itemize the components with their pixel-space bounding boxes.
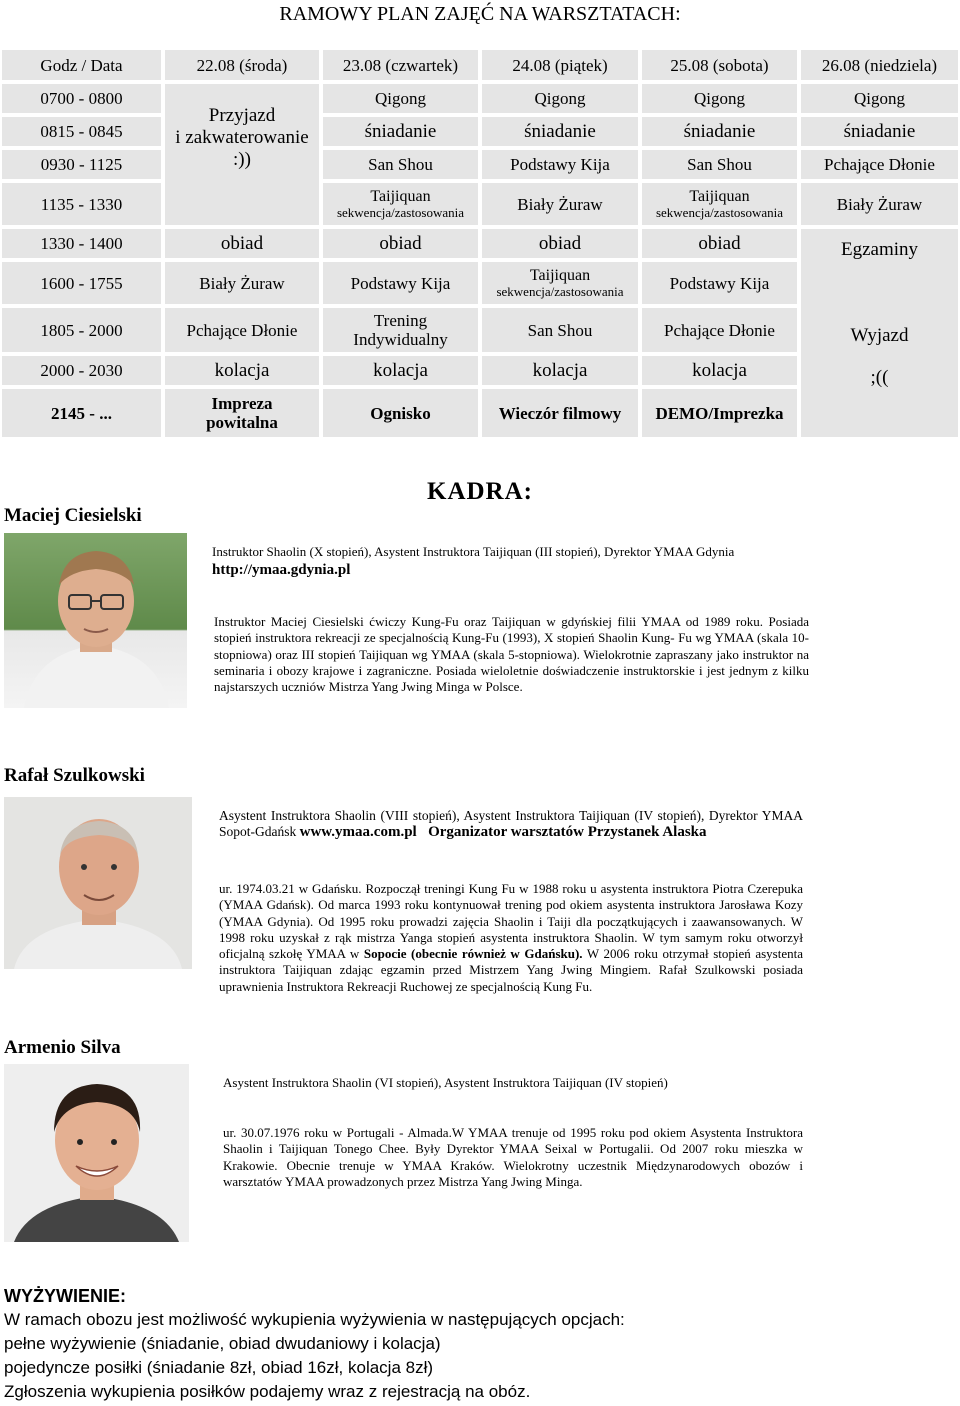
header-cell: 22.08 (środa) <box>163 48 321 82</box>
party-line: powitalna <box>206 413 278 432</box>
food-line: pojedyncze posiłki (śniadanie 8zł, obiad 16zł, kolacja 8zł) <box>4 1358 434 1377</box>
food-line: Zgłoszenia wykupienia posiłków podajemy wraz z rejestracją na obóz. <box>4 1382 531 1401</box>
person-title: Asystent Instruktora Shaolin (VI stopień), Asystent Instruktora Taijiquan (IV stopień) <box>223 1075 668 1090</box>
last-day-cell <box>799 227 960 439</box>
schedule-cell <box>321 181 480 227</box>
page-title: RAMOWY PLAN ZAJĘĆ NA WARSZTATACH: <box>279 3 681 25</box>
schedule-cell: Podstawy Kija <box>480 148 640 181</box>
schedule-cell: Qigong <box>640 82 799 115</box>
schedule-cell <box>321 306 480 354</box>
schedule-cell: San Shou <box>640 148 799 181</box>
table-row <box>0 48 960 82</box>
schedule-cell: Biały Żuraw <box>480 181 640 227</box>
schedule-cell: obiad <box>640 227 799 260</box>
table-row <box>0 82 960 115</box>
schedule-cell <box>480 260 640 306</box>
training-line: Indywidualny <box>353 330 448 349</box>
schedule-cell <box>640 181 799 227</box>
schedule-cell: Pchające Dłonie <box>163 306 321 354</box>
arrival-line: :)) <box>233 148 251 170</box>
taijiquan-label: Taijiquan <box>370 188 431 205</box>
schedule-cell: Pchające Dłonie <box>640 306 799 354</box>
schedule-cell: San Shou <box>321 148 480 181</box>
table-row <box>0 115 960 148</box>
schedule-cell: kolacja <box>480 354 640 387</box>
schedule-cell: Biały Żuraw <box>163 260 321 306</box>
taijiquan-label: Taijiquan <box>689 188 750 205</box>
schedule-cell: Qigong <box>321 82 480 115</box>
bio-bold-text: Sopocie (obecnie również w Gdańsku). <box>363 946 583 962</box>
schedule-cell: śniadanie <box>640 115 799 148</box>
time-cell: 1330 - 1400 <box>0 227 163 260</box>
person-title-text: Asystent Instruktora Shaolin (VIII stopień), Asystent Instruktora Taijiquan (IV stopień), Dyrektor YMAA Sopot-Gdańsk <box>219 808 803 840</box>
person-title: Instruktor Shaolin (X stopień), Asystent Instruktora Taijiquan (III stopień), Dyrektor YMAA Gdynia <box>212 544 735 559</box>
header-cell: 23.08 (czwartek) <box>321 48 480 82</box>
schedule-cell: obiad <box>480 227 640 260</box>
arrival-line: i zakwaterowanie <box>175 126 309 148</box>
header-cell: 24.08 (piątek) <box>480 48 640 82</box>
schedule-cell: San Shou <box>480 306 640 354</box>
portrait-photo <box>4 797 192 969</box>
schedule-cell: kolacja <box>640 354 799 387</box>
party-line: Impreza <box>211 394 273 413</box>
person-title <box>219 808 803 841</box>
departure-label: Wyjazd <box>850 325 909 346</box>
person-bio: ur. 30.07.1976 roku w Portugali - Almada.W YMAA trenuje od 1995 roku pod okiem Asystenta Instruktora Shaolin i Taijiquan Tonego Chee. Były Dyrektor YMAA Seixal w Portugalii. Od 2007 roku mieszka w Krakowie. Obecnie trenuje w YMAA Kraków. Wielokrotny uczestnik Międzynarodowych obozów i warsztatów YMAA prowadzonych przez Mistrza Yang Jwing Minga. <box>223 1125 803 1189</box>
schedule-cell: Wieczór filmowy <box>480 387 640 439</box>
table-row <box>0 181 960 227</box>
time-cell: 1135 - 1330 <box>0 181 163 227</box>
schedule-cell <box>163 387 321 439</box>
food-line: W ramach obozu jest możliwość wykupienia wyżywienia w następujących opcjach: <box>4 1310 625 1329</box>
schedule-cell: Qigong <box>480 82 640 115</box>
schedule-cell: DEMO/Imprezka <box>640 387 799 439</box>
time-cell: 2000 - 2030 <box>0 354 163 387</box>
schedule-cell: kolacja <box>321 354 480 387</box>
person-name: Rafał Szulkowski <box>4 765 145 786</box>
schedule-cell: śniadanie <box>480 115 640 148</box>
portrait-photo <box>4 1064 189 1242</box>
person-photo-icon <box>4 1064 189 1242</box>
header-cell: 25.08 (sobota) <box>640 48 799 82</box>
taijiquan-sub: sekwencja/zastosowania <box>336 205 465 220</box>
taijiquan-sub: sekwencja/zastosowania <box>655 205 784 220</box>
time-cell: 1600 - 1755 <box>0 260 163 306</box>
person-photo-icon <box>4 533 187 708</box>
time-cell: 0700 - 0800 <box>0 82 163 115</box>
schedule-cell: Biały Żuraw <box>799 181 960 227</box>
table-row <box>0 148 960 181</box>
schedule-cell: śniadanie <box>799 115 960 148</box>
schedule-cell: Pchające Dłonie <box>799 148 960 181</box>
arrival-cell <box>163 82 321 227</box>
sad-face-label: ;(( <box>870 367 889 388</box>
person-name: Armenio Silva <box>4 1037 121 1058</box>
portrait-photo <box>4 533 187 708</box>
schedule-cell: obiad <box>163 227 321 260</box>
table-row <box>0 227 960 260</box>
person-link: www.ymaa.com.pl <box>299 824 417 841</box>
organizer-note: Organizator warsztatów Przystanek Alaska <box>428 824 707 841</box>
schedule-cell: Podstawy Kija <box>640 260 799 306</box>
exams-label: Egzaminy <box>840 239 919 260</box>
bio-text: ur. 1974.03.21 w Gdańsku. Rozpoczął treningi Kung Fu w 1988 roku u asystenta instruktora Piotra Czerepuka (YMAA Gdańsk). Od marca 1993 roku kontynuował trening pod okiem asystenta instruktora Jarosława Kozy (YMAA Gdynia). Od 1995 roku prowadzi zajęcia Shaolin i Taiji dla początkujących i zaawansowanych. W 1998 roku uzyskał z rąk mistrza Yanga stopień asystenta instruktora Shaolin. W tym samym roku otworzył oficjalną szkołę YMAA w <box>219 881 803 962</box>
person-bio <box>219 881 803 995</box>
schedule-cell: obiad <box>321 227 480 260</box>
food-line: pełne wyżywienie (śniadanie, obiad dwudaniowy i kolacja) <box>4 1334 441 1353</box>
taijiquan-label: Taijiquan <box>529 267 591 284</box>
schedule-cell: śniadanie <box>321 115 480 148</box>
time-cell: 0930 - 1125 <box>0 148 163 181</box>
person-link: http://ymaa.gdynia.pl <box>212 562 351 578</box>
food-heading: WYŻYWIENIE: <box>4 1286 126 1306</box>
header-cell: 26.08 (niedziela) <box>799 48 960 82</box>
person-bio: Instruktor Maciej Ciesielski ćwiczy Kung-Fu oraz Taijiquan w gdyńskiej filii YMAA od 1989 roku. Posiada stopień instruktora rekreacji ze specjalnością Kung-Fu (1993), X stopień Shaolin Kung- Fu wg YMAA (skala 10-stopniowa) oraz III stopień Taijiquan wg YMAA (skala 5-stopniowa). Wielokrotnie zapraszany jako instruktor na seminaria i obozy krajowe i zagraniczne. Posiada wieloletnie doświadczenie instruktorskie i jest jednym z kilku najstarszych uczniów Mistrza Yang Jwing Minga w Polsce. <box>214 614 809 695</box>
time-cell: 0815 - 0845 <box>0 115 163 148</box>
staff-heading: KADRA: <box>427 478 533 505</box>
schedule-cell: Ognisko <box>321 387 480 439</box>
header-cell: Godz / Data <box>0 48 163 82</box>
time-cell: 2145 - ... <box>0 387 163 439</box>
bio-text: W 2006 roku otrzymał stopień asystenta instruktora Taijiquan zdając egzamin przed Mistrzem Yang Jwing Mingiem. Rafał Szulkowski posiada uprawnienia Instruktora Rekreacji Ruchowej ze specjalnością Kung Fu. <box>219 946 804 994</box>
arrival-line: Przyjazd <box>208 104 276 126</box>
schedule-cell: kolacja <box>163 354 321 387</box>
taijiquan-sub: sekwencja/zastosowania <box>496 284 624 299</box>
schedule-table <box>0 48 960 439</box>
schedule-cell: Podstawy Kija <box>321 260 480 306</box>
person-photo-icon <box>4 797 192 969</box>
food-section <box>4 1284 954 1404</box>
training-line: Trening <box>373 311 428 330</box>
schedule-cell: Qigong <box>799 82 960 115</box>
person-name: Maciej Ciesielski <box>4 505 142 526</box>
time-cell: 1805 - 2000 <box>0 306 163 354</box>
